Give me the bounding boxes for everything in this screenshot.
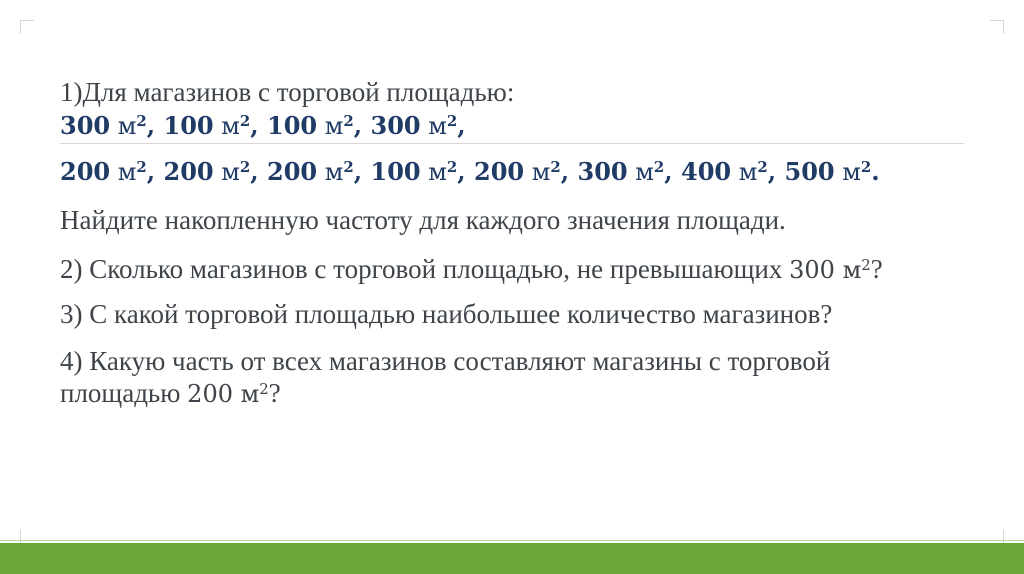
question-4-text: площадью [60,378,188,408]
separator: , [146,111,164,140]
area-value: 200 [474,157,525,186]
separator: , [353,157,371,186]
unit-power: 2 [653,157,665,176]
question-3: 3) С какой торговой площадью наибольшее количество магазинов? [60,299,833,329]
unit-power: 2 [239,111,251,130]
unit-power: 2 [446,157,458,176]
area-value: 400 [681,157,732,186]
values-row-2 [60,157,880,186]
unit-power: 2 [136,157,147,176]
unit-label: м [842,158,861,186]
question-mark: ? [268,378,281,408]
question-4-number: 200 [187,380,233,408]
question-1-intro: 1)Для магазинов с торговой площадью: [60,77,515,107]
unit-power: 2 [860,157,872,176]
separator: , [767,157,785,186]
unit-power: 2 [343,157,354,176]
question-4-value [187,380,269,408]
values-row-1 [60,111,466,140]
unit-label: м [221,158,240,186]
unit-power: 2 [259,379,269,398]
unit-power: 2 [757,157,768,176]
area-value: 200 [267,157,318,186]
question-mark: ? [870,254,883,284]
separator: , [353,111,371,140]
area-value: 100 [163,111,214,140]
question-2-value [789,256,871,284]
question-1-task: Найдите накопленную частоту для каждого значения площади. [60,205,786,235]
area-value: 200 [163,157,214,186]
unit-power: 2 [239,157,251,176]
divider-line [60,143,964,144]
area-value: 100 [370,157,421,186]
unit-label: м [428,112,447,140]
corner-bracket-bottom-left [20,530,34,544]
unit-label: м [324,112,344,140]
separator: , [457,157,474,186]
separator: , [664,157,681,186]
unit-label: м [240,380,260,408]
unit-label: м [117,158,137,186]
footer-bar [0,543,1024,574]
area-value: 200 [60,157,111,186]
unit-power: 2 [343,111,354,130]
corner-bracket-bottom-right [990,530,1004,544]
unit-label: м [531,158,551,186]
question-2 [60,256,883,283]
area-value: 300 [577,157,628,186]
separator: , [146,157,164,186]
corner-bracket-top-right [990,20,1004,34]
unit-power: 2 [861,255,871,274]
unit-label: м [635,158,654,186]
unit-power: 2 [446,111,458,130]
unit-power: 2 [136,111,147,130]
unit-label: м [324,158,344,186]
unit-label: м [221,112,240,140]
separator: . [871,157,880,186]
question-4-line-1: 4) Какую часть от всех магазинов составляют магазины с торговой [60,346,831,376]
question-2-text: 2) Сколько магазинов с торговой площадью, не превышающих [60,254,790,284]
corner-bracket-top-left [20,20,34,34]
unit-power: 2 [550,157,561,176]
question-4-line-2 [60,380,281,407]
area-value: 100 [267,111,318,140]
question-2-number: 300 [789,256,835,284]
unit-label: м [842,256,862,284]
unit-label: м [428,158,447,186]
footer-accent-line [0,540,1024,541]
separator: , [250,111,267,140]
separator: , [560,157,578,186]
separator: , [457,111,466,140]
unit-label: м [738,158,758,186]
area-value: 300 [60,111,111,140]
unit-label: м [117,112,137,140]
area-value: 300 [370,111,421,140]
separator: , [250,157,267,186]
area-value: 500 [784,157,835,186]
